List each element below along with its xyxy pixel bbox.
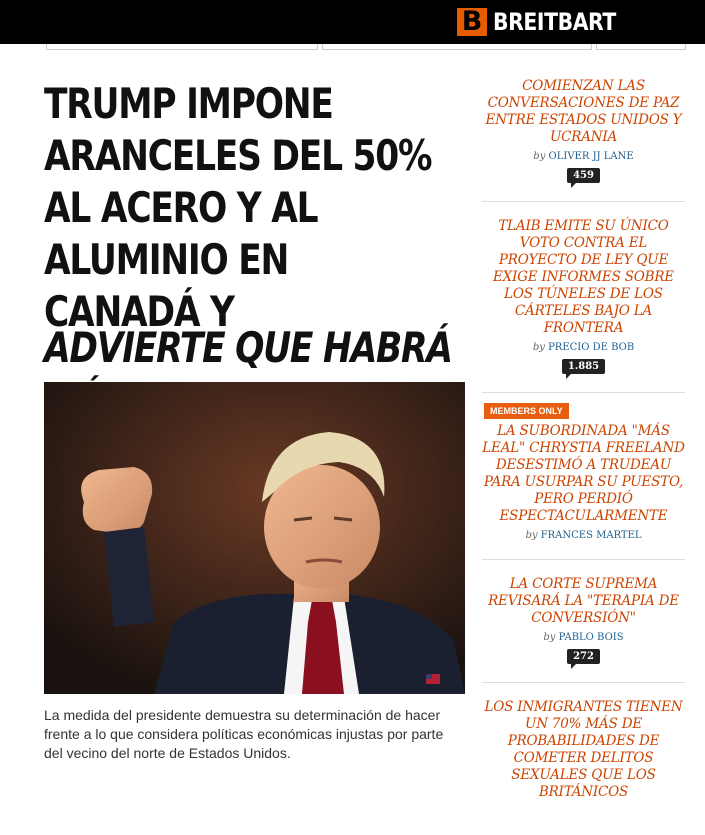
article-subheadline[interactable]: ADVIERTE QUE HABRÁ [44, 323, 452, 372]
sidebar-story-list [482, 78, 685, 835]
author-link[interactable]: PRECIO DE BOB [548, 342, 635, 353]
comment-count-badge[interactable]: 1.885 [562, 359, 605, 374]
story-title[interactable]: LA CORTE SUPREMA REVISARÁ LA "TERAPIA DE CONVERSIÓN" [488, 576, 679, 626]
sidebar-story[interactable] [482, 699, 685, 819]
breitbart-logo[interactable] [457, 7, 638, 37]
top-navigation-bar [0, 0, 705, 44]
author-link[interactable]: FRANCES MARTEL [540, 530, 642, 541]
members-only-badge: MEMBERS ONLY [484, 403, 569, 419]
author-link[interactable]: PABLO BOIS [558, 632, 624, 643]
author-link[interactable]: OLIVER JJ LANE [548, 151, 634, 162]
nav-dropdown-left[interactable] [46, 44, 318, 50]
comment-count-badge[interactable]: 459 [567, 168, 600, 183]
story-title[interactable]: LOS INMIGRANTES TIENEN UN 70% MÁS DE PROBABILIDADES DE COMETER DELITOS SEXUALES QUE LOS BRITÁNICOS [484, 699, 683, 800]
image-caption: La medida del presidente demuestra su determinación de hacer frente a lo que considera políticas económicas injustas por parte del vecino del norte de Estados Unidos. [44, 707, 444, 761]
nav-dropdown-right[interactable] [596, 44, 686, 50]
by-label: by [525, 530, 538, 541]
trump-photo [44, 382, 465, 694]
byline [482, 530, 685, 541]
nav-dropdown-middle[interactable] [322, 44, 592, 50]
article-hero-image[interactable] [44, 382, 465, 694]
story-title[interactable]: TLAIB EMITE SU ÚNICO VOTO CONTRA EL PROYECTO DE LEY QUE EXIGE INFORMES SOBRE LOS TÚNELES DE LOS CÁRTELES BAJO LA FRONTERA [493, 218, 674, 336]
logo-mark: B [457, 8, 487, 36]
article-headline[interactable]: TRUMP IMPONE ARANCELES DEL 50% AL ACERO Y AL ALUMINIO EN CANADÁ Y [44, 79, 432, 336]
story-title[interactable]: LA SUBORDINADA "MÁS LEAL" CHRYSTIA FREELAND DESESTIMÓ A TRUDEAU PARA USURPAR SU PUESTO, PERO PERDIÓ ESPECTACULARMENTE [482, 423, 685, 524]
sidebar-story[interactable] [482, 78, 685, 202]
sidebar-story[interactable] [482, 218, 685, 393]
by-label: by [543, 632, 556, 643]
logo-text: BREITBART [493, 8, 616, 36]
sidebar-story[interactable] [482, 576, 685, 683]
comment-count-badge[interactable]: 272 [567, 649, 600, 664]
by-label: by [533, 151, 546, 162]
byline [482, 342, 685, 353]
sidebar-story[interactable] [482, 406, 685, 560]
byline [482, 632, 685, 643]
byline [482, 151, 685, 162]
by-label: by [532, 342, 545, 353]
story-title[interactable]: COMIENZAN LAS CONVERSACIONES DE PAZ ENTRE ESTADOS UNIDOS Y UCRANIA [485, 78, 682, 145]
